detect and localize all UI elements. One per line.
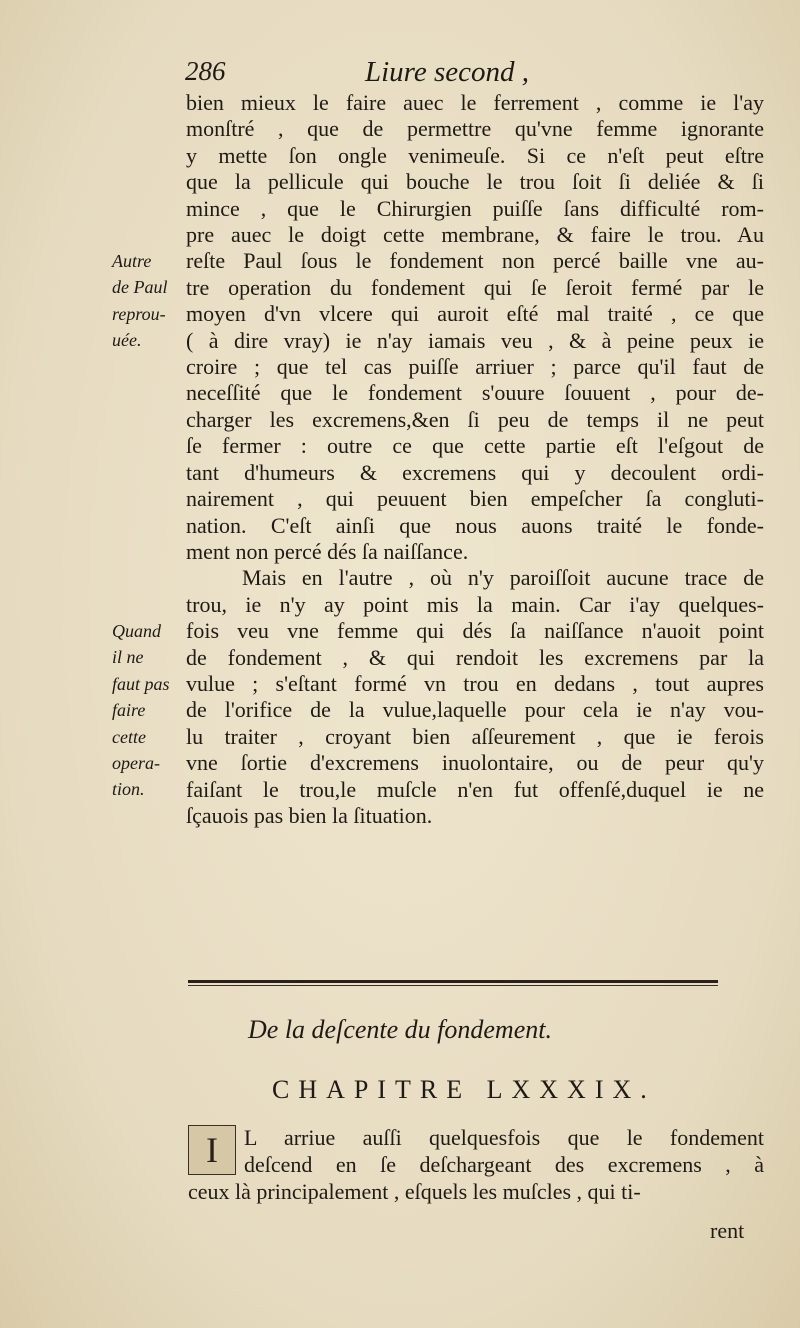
chapter-heading: CHAPITRE LXXXIX. (272, 1075, 656, 1104)
text-line: moyen d'vn vlcere qui auroit eſté mal traité , ce que (186, 301, 764, 327)
text-line: L arriue auſſi quelquesfois que le fondement (244, 1125, 764, 1150)
section-title: De la deſcente du fondement. (248, 1015, 552, 1044)
page-header (185, 56, 765, 92)
running-title: Liure second , (365, 56, 530, 88)
margin-note-autre: Autre de Paul reprou- uée. (112, 251, 168, 351)
text-line: de fondement , & qui rendoit les excremens par la (186, 644, 764, 670)
text-line: que la pellicule qui bouche le trou ſoit ſi deliée & ſi (186, 169, 764, 195)
text-line: faiſant le trou,le muſcle n'en fut offenſé,duquel ie ne (186, 776, 764, 802)
text-line: tre operation du fondement qui ſe ſeroit fermé par le (186, 274, 764, 300)
text-line: nairement , qui peuuent bien empeſcher ſa congluti- (186, 486, 764, 512)
text-line: bien mieux le faire auec le ferrement , comme ie l'ay (186, 90, 764, 115)
text-line: y mette ſon ongle venimeuſe. Si ce n'eſt peut eſtre (186, 142, 764, 168)
section-divider (188, 980, 718, 983)
text-line: neceſſité que le fondement s'ouure ſouuent , pour de- (186, 380, 764, 406)
text-line: lu traiter , croyant bien aſſeurement , que ie ferois (186, 723, 764, 749)
page-number: 286 (185, 56, 226, 86)
text-line: fois veu vne femme qui dés ſa naiſſance n'auoit point (186, 618, 764, 644)
text-line: charger les excremens,&en ſi peu de temps il ne peut (186, 406, 764, 432)
chapter-first-lines (244, 1124, 764, 1178)
catchword: rent (710, 1218, 745, 1243)
text-line: monſtré , que de permettre qu'vne femme ignorante (186, 116, 764, 142)
text-line-paragraph-end: ment non percé dés ſa naiſſance. (186, 538, 469, 564)
text-line: vne ſortie d'excremens inuolontaire, ou de peur qu'y (186, 750, 764, 776)
text-line-paragraph-start: Mais en l'autre , où n'y paroiſſoit aucune trace de (242, 565, 764, 591)
text-line: de l'orifice de la vulue,laquelle pour cela ie n'ay vou- (186, 697, 764, 723)
text-line: trou, ie n'y ay point mis la main. Car i'ay quelques- (186, 591, 764, 617)
chapter-continuation: ceux là principalement , eſquels les muſcles , qui ti- (188, 1179, 641, 1204)
text-line: tant d'humeurs & excremens qui y decoulent ordi- (186, 459, 764, 485)
text-line: vulue ; s'eſtant formé vn trou en dedans , tout aupres (186, 670, 764, 696)
text-line: nation. C'eſt ainſi que nous auons traité le fonde- (186, 512, 764, 538)
decorated-initial: I (188, 1125, 236, 1175)
text-line: ( à dire vray) ie n'ay iamais veu , & à peine peux ie (186, 327, 764, 353)
text-line: deſcend en ſe deſchargeant des excremens , à (244, 1152, 764, 1177)
text-line: mince , que le Chirurgien puiſſe ſans difficulté rom- (186, 195, 764, 221)
text-line: pre auec le doigt cette membrane, & faire le trou. Au (186, 222, 764, 248)
text-line: reſte Paul ſous le fondement non percé baille vne au- (186, 248, 764, 274)
body-text (186, 90, 764, 829)
text-line-paragraph-end: ſçauois pas bien la ſituation. (186, 802, 433, 828)
text-line: croire ; que tel cas puiſſe arriuer ; parce qu'il faut de (186, 354, 764, 380)
text-line: ſe fermer : outre ce que cette partie eſt l'eſgout de (186, 433, 764, 459)
margin-note-quand: Quand il ne faut pas faire cette opera- tion. (112, 621, 170, 800)
